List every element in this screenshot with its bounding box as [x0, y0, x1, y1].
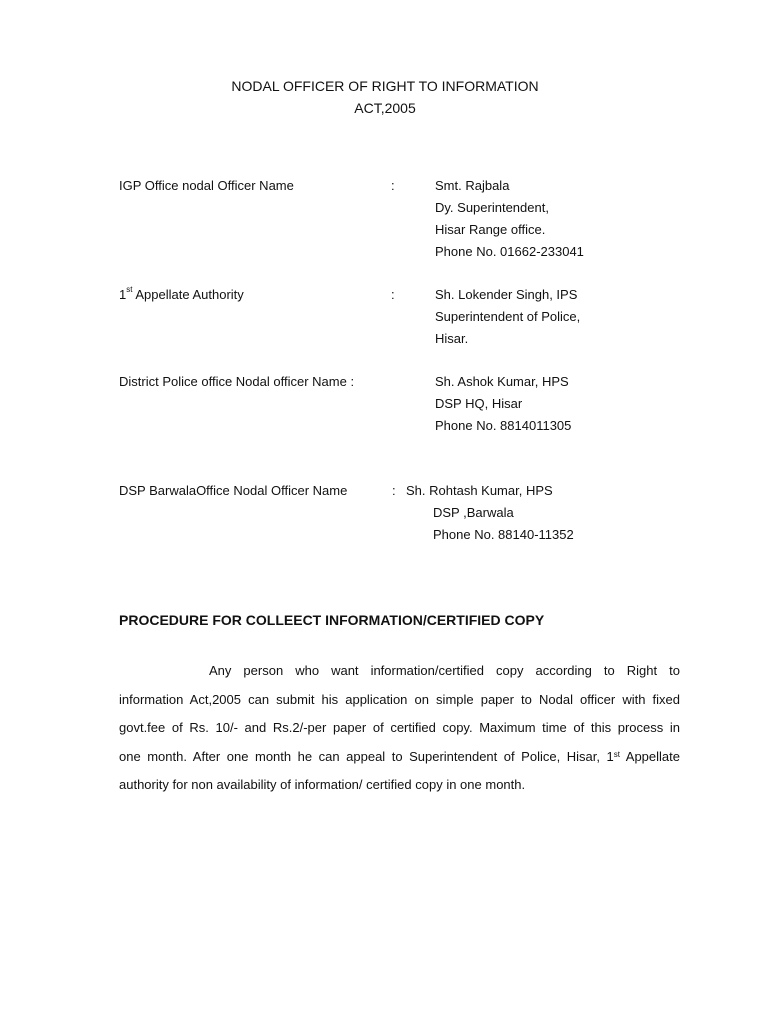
appellate-label: [119, 287, 244, 302]
officer-phone: Phone No. 01662-233041: [435, 244, 584, 259]
officer-details: [435, 371, 571, 437]
officer-label: IGP Office nodal Officer Name: [119, 178, 294, 193]
paragraph-line: [119, 771, 680, 800]
procedure-heading: PROCEDURE FOR COLLEECT INFORMATION/CERTIFIED COPY: [119, 612, 545, 628]
appellate-label-prefix: 1: [119, 287, 127, 302]
paragraph-line-4-post: Appellate: [619, 748, 680, 764]
officer-office: Hisar Range office.: [435, 222, 546, 237]
officer-phone: Phone No. 8814011305: [435, 418, 572, 433]
officer-name: Sh. Lokender Singh, IPS: [435, 287, 578, 302]
paragraph-line: [119, 686, 680, 715]
appellate-label-sup: st: [126, 285, 133, 294]
officer-name: Smt. Rajbala: [435, 178, 510, 193]
paragraph-line-2: information Act,2005 can submit his application on simple paper to Nodal officer with fixed: [119, 691, 680, 707]
officer-phone: Phone No. 88140-11352: [433, 527, 574, 542]
document-title: [0, 75, 770, 119]
officer-designation: DSP ,Barwala: [433, 505, 514, 520]
appellate-label-suffix: Appellate Authority: [132, 287, 244, 302]
paragraph-line: [119, 657, 680, 686]
paragraph-line-3: govt.fee of Rs. 10/- and Rs.2/-per paper of certified copy. Maximum time of this process in: [119, 720, 680, 735]
officer-details: [406, 480, 574, 546]
officer-details: [435, 175, 584, 263]
officer-label: DSP BarwalaOffice Nodal Officer Name: [119, 483, 348, 498]
officer-label: District Police office Nodal officer Name :: [119, 374, 355, 389]
title-line-1: NODAL OFFICER OF RIGHT TO INFORMATION: [231, 78, 539, 94]
paragraph-line-5: authority for non availability of information/ certified copy in one month.: [119, 777, 526, 792]
paragraph-line-1: Any person who want information/certified copy according to Right to: [209, 663, 680, 678]
title-line-2: ACT,2005: [354, 100, 416, 116]
paragraph-line-4-pre: one month. After one month he can appeal to Superintendent of Police, Hisar, 1: [119, 748, 614, 764]
paragraph-line-4: [119, 743, 680, 772]
officer-separator: :: [391, 287, 395, 302]
officer-designation: DSP HQ, Hisar: [435, 396, 523, 411]
paragraph-line-4-sup: st: [613, 749, 620, 759]
procedure-paragraph: [119, 657, 680, 800]
paragraph-line: [119, 714, 680, 743]
officer-separator: :: [391, 178, 395, 193]
officer-name: Sh. Rohtash Kumar, HPS: [406, 483, 553, 498]
officer-name: Sh. Ashok Kumar, HPS: [435, 374, 569, 389]
paragraph-line: [119, 743, 680, 772]
officer-separator: :: [392, 483, 396, 498]
officer-details: [435, 284, 580, 350]
officer-designation: Superintendent of Police,: [435, 309, 581, 324]
officer-location: Hisar.: [435, 331, 469, 346]
officer-designation: Dy. Superintendent,: [435, 200, 549, 215]
